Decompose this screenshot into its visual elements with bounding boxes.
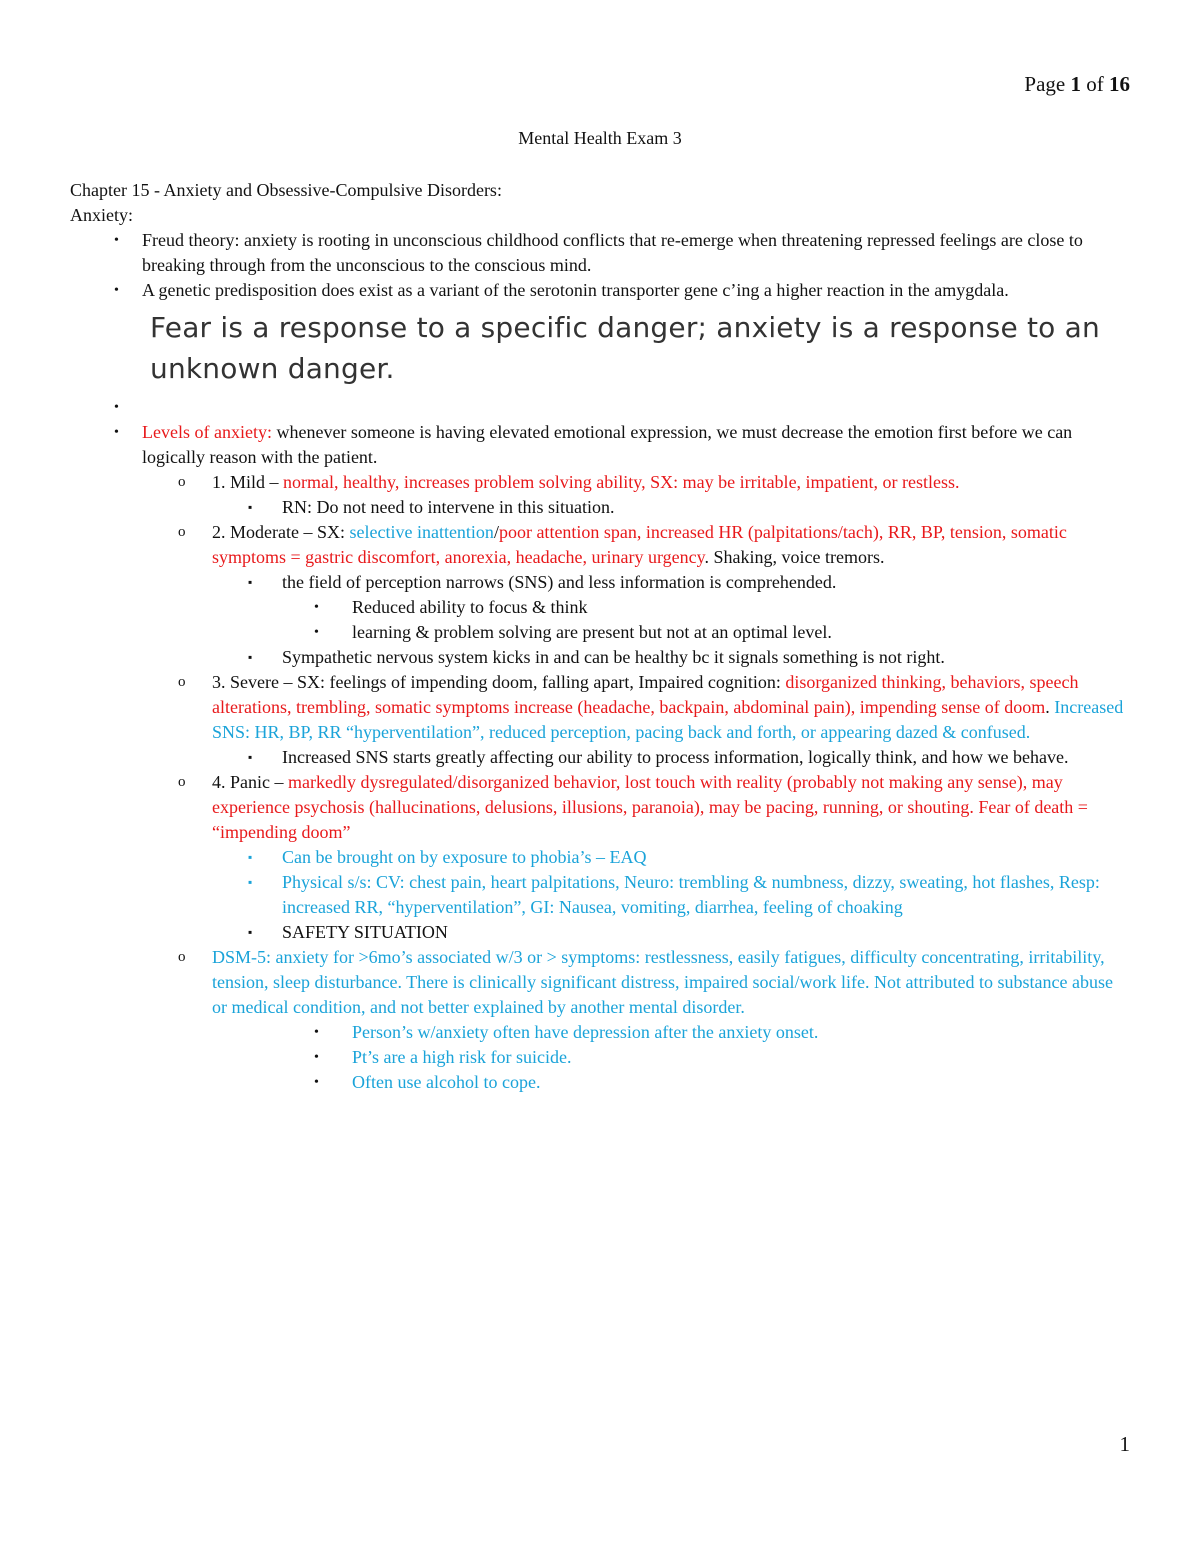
dsm-b2: Pt’s are a high risk for suicide. [352,1047,572,1067]
square-bullet-icon: ▪ [248,850,253,864]
moderate-sub1: the field of perception narrows (SNS) and less information is comprehended. [282,572,837,592]
moderate-sub1a: Reduced ability to focus & think [352,597,588,617]
circle-bullet-icon: o [178,524,186,540]
moderate-sub1b: learning & problem solving are present but not at an optimal level. [352,622,832,642]
footer-page-number: 1 [1119,1432,1130,1456]
list-item-dsm-b3 [70,1070,1130,1095]
levels-label: Levels of anxiety: [142,422,272,442]
freud-text: Freud theory: anxiety is rooting in unconscious childhood conflicts that re-emerge when threatening repressed feelings are close to breaking through from the unconscious to the conscious mind. [142,230,1083,275]
list-item-levels [70,420,1130,470]
severe-dot: . [1045,697,1055,717]
bullet-icon: • [114,233,119,248]
circle-bullet-icon: o [178,674,186,690]
document-title: Mental Health Exam 3 [518,128,682,148]
circle-bullet-icon: o [178,774,186,790]
square-bullet-icon: ▪ [248,575,253,589]
mild-sub: RN: Do not need to intervene in this situation. [282,497,615,517]
moderate-tail: . Shaking, voice tremors. [704,547,885,567]
list-item-panic-sub2 [70,870,1130,920]
square-bullet-icon: ▪ [248,875,253,889]
mild-prefix: 1. Mild – [212,472,284,492]
circle-bullet-icon: o [178,474,186,490]
list-item-mild [70,470,1130,495]
moderate-red: poor attention span, increased HR (palpitations/tach), RR, BP, tension, somatic symptoms = gastric discomfort, anorexia, headache, urinary urgency [212,522,1067,567]
list-item-moderate [70,520,1130,570]
circle-bullet-icon: o [178,949,186,965]
moderate-slash: / [493,522,499,542]
list-item-mild-sub [70,495,1130,520]
page-label: Page [1024,72,1066,96]
square-bullet-icon: ▪ [248,650,253,664]
page-current: 1 [1070,72,1081,96]
list-item-moderate-sub1 [70,570,1130,595]
square-bullet-icon: ▪ [248,750,253,764]
list-item-panic [70,770,1130,845]
severe-red: disorganized thinking, behaviors, speech alterations, trembling, somatic symptoms increase (headache, backpain, abdominal pain), impending sense of doom [212,672,1079,717]
bullet-icon: • [114,400,119,415]
list-item-moderate-sub1a [70,595,1130,620]
list-item-severe-sub [70,745,1130,770]
severe-sub: Increased SNS starts greatly affecting our ability to process information, logically think, and how we behave. [282,747,1069,767]
bullet-icon: • [314,1075,319,1090]
mild-red: normal, healthy, increases problem solving ability, SX: may be irritable, impatient, or restless. [283,472,960,492]
levels-text: whenever someone is having elevated emotional expression, we must decrease the emotion first before we can logically reason with the patient. [142,422,1073,467]
panic-prefix: 4. Panic – [212,772,288,792]
page-total: 16 [1109,72,1130,96]
moderate-prefix: 2. Moderate – SX: [212,522,350,542]
list-item-moderate-sub1b [70,620,1130,645]
bullet-icon: • [314,1025,319,1040]
list-item-severe [70,670,1130,745]
moderate-sub2: Sympathetic nervous system kicks in and can be healthy bc it signals something is not right. [282,647,945,667]
page-header [1024,72,1130,97]
chapter-heading: Chapter 15 - Anxiety and Obsessive-Compulsive Disorders: [70,180,502,200]
page-of: of [1086,72,1104,96]
dsm-b1: Person’s w/anxiety often have depression after the anxiety onset. [352,1022,819,1042]
severe-blue: Increased SNS: HR, BP, RR “hyperventilation”, reduced perception, pacing back and forth, or appearing dazed & confused. [212,697,1124,742]
bullet-icon: • [114,283,119,298]
list-item-dsm-b1 [70,1020,1130,1045]
list-item-moderate-sub2 [70,645,1130,670]
list-item-dsm [70,945,1130,1020]
fear-anxiety-quote-image: Fear is a response to a specific danger; anxiety is a response to an unknown danger. [150,311,1100,385]
list-item-panic-sub1 [70,845,1130,870]
dsm-text: DSM-5: anxiety for >6mo’s associated w/3 or > symptoms: restlessness, easily fatigues, difficulty concentrating, irritability, tension, sleep disturbance. There is clinically significant distress, impaired social/work life. Not attributed to substance abuse or medical condition, and not better explained by another mental disorder. [212,947,1113,1017]
dsm-b3: Often use alcohol to cope. [352,1072,541,1092]
panic-sub3: SAFETY SITUATION [282,922,448,942]
list-item-genetic [70,278,1130,303]
bullet-icon: • [314,625,319,640]
square-bullet-icon: ▪ [248,925,253,939]
square-bullet-icon: ▪ [248,500,253,514]
section-heading: Anxiety: [70,205,133,225]
bullet-icon: • [314,1050,319,1065]
list-item-freud [70,228,1130,278]
genetic-text: A genetic predisposition does exist as a variant of the serotonin transporter gene c’ing a higher reaction in the amygdala. [142,280,1009,300]
severe-prefix: 3. Severe – SX: feelings of impending doom, falling apart, Impaired cognition: [212,672,786,692]
panic-sub2: Physical s/s: CV: chest pain, heart palpitations, Neuro: trembling & numbness, dizzy, sweating, hot flashes, Resp: increased RR, “hyperventilation”, GI: Nausea, vomiting, diarrhea, feeling of choaking [282,872,1100,917]
list-item-dsm-b2 [70,1045,1130,1070]
moderate-blue: selective inattention [349,522,494,542]
bullet-icon: • [314,600,319,615]
list-item-panic-sub3 [70,920,1130,945]
panic-red: markedly dysregulated/disorganized behavior, lost touch with reality (probably not making any sense), may experience psychosis (hallucinations, delusions, illusions, paranoia), may be pacing, running, or shouting. Fear of death = “impending doom” [212,772,1088,842]
bullet-icon: • [114,425,119,440]
panic-sub1: Can be brought on by exposure to phobia’s – EAQ [282,847,647,867]
list-item-empty [70,395,1130,420]
document-body [70,178,1130,1095]
